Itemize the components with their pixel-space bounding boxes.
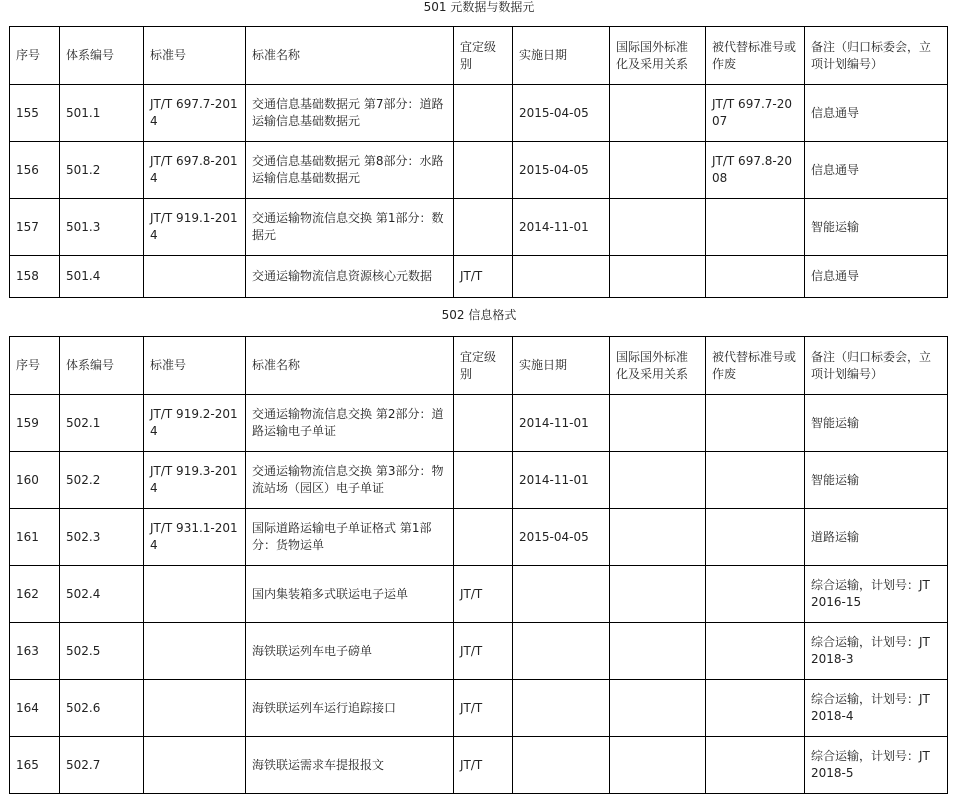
serial-cell: 165	[10, 737, 60, 794]
standards-table-501	[9, 26, 948, 298]
effective-date-cell	[513, 566, 610, 623]
column-header: 序号	[10, 337, 60, 395]
standard-name-cell: 海铁联运需求车提报报文	[246, 737, 454, 794]
international-relation-cell	[610, 395, 706, 452]
standard-number-cell: JT/T 919.1-2014	[144, 199, 246, 256]
replaced-standard-cell	[706, 509, 805, 566]
remarks-cell: 综合运输，计划号：JT 2018-4	[805, 680, 948, 737]
replaced-standard-cell	[706, 256, 805, 298]
international-relation-cell	[610, 566, 706, 623]
table-row	[10, 737, 948, 794]
effective-date-cell: 2014-11-01	[513, 199, 610, 256]
level-cell: JT/T	[454, 737, 513, 794]
system-code-cell: 502.4	[60, 566, 144, 623]
international-relation-cell	[610, 199, 706, 256]
remarks-cell: 道路运输	[805, 509, 948, 566]
table-row	[10, 85, 948, 142]
column-header: 备注（归口标委会，立项计划编号）	[805, 337, 948, 395]
column-header: 实施日期	[513, 27, 610, 85]
level-cell: JT/T	[454, 623, 513, 680]
standard-number-cell	[144, 623, 246, 680]
system-code-cell: 501.4	[60, 256, 144, 298]
column-header: 体系编号	[60, 27, 144, 85]
standard-name-cell: 交通运输物流信息资源核心元数据	[246, 256, 454, 298]
remarks-cell: 智能运输	[805, 199, 948, 256]
table-row	[10, 566, 948, 623]
serial-cell: 160	[10, 452, 60, 509]
remarks-cell: 综合运输，计划号：JT 2018-5	[805, 737, 948, 794]
serial-cell: 155	[10, 85, 60, 142]
standard-name-cell: 交通运输物流信息交换 第1部分：数据元	[246, 199, 454, 256]
standard-number-cell: JT/T 931.1-2014	[144, 509, 246, 566]
serial-cell: 157	[10, 199, 60, 256]
effective-date-cell	[513, 623, 610, 680]
serial-cell: 163	[10, 623, 60, 680]
level-cell: JT/T	[454, 256, 513, 298]
replaced-standard-cell: JT/T 697.8-2008	[706, 142, 805, 199]
system-code-cell: 502.5	[60, 623, 144, 680]
serial-cell: 164	[10, 680, 60, 737]
standard-name-cell: 交通信息基础数据元 第7部分：道路运输信息基础数据元	[246, 85, 454, 142]
header-row	[10, 337, 948, 395]
effective-date-cell: 2015-04-05	[513, 142, 610, 199]
column-header: 宜定级别	[454, 337, 513, 395]
effective-date-cell	[513, 680, 610, 737]
standard-name-cell: 国内集装箱多式联运电子运单	[246, 566, 454, 623]
serial-cell: 156	[10, 142, 60, 199]
column-header: 被代替标准号或作废	[706, 27, 805, 85]
remarks-cell: 智能运输	[805, 452, 948, 509]
table-row	[10, 199, 948, 256]
standard-name-cell: 海铁联运列车运行追踪接口	[246, 680, 454, 737]
standard-name-cell: 海铁联运列车电子磅单	[246, 623, 454, 680]
table-row	[10, 142, 948, 199]
remarks-cell: 信息通导	[805, 142, 948, 199]
standard-number-cell	[144, 256, 246, 298]
replaced-standard-cell	[706, 452, 805, 509]
international-relation-cell	[610, 452, 706, 509]
international-relation-cell	[610, 142, 706, 199]
level-cell	[454, 452, 513, 509]
remarks-cell: 综合运输，计划号：JT 2016-15	[805, 566, 948, 623]
standard-number-cell	[144, 737, 246, 794]
table-row	[10, 680, 948, 737]
effective-date-cell	[513, 737, 610, 794]
standards-table-502	[9, 336, 948, 794]
standard-number-cell: JT/T 697.8-2014	[144, 142, 246, 199]
system-code-cell: 502.1	[60, 395, 144, 452]
column-header: 被代替标准号或作废	[706, 337, 805, 395]
serial-cell: 158	[10, 256, 60, 298]
level-cell	[454, 395, 513, 452]
replaced-standard-cell	[706, 199, 805, 256]
system-code-cell: 502.3	[60, 509, 144, 566]
column-header: 国际国外标准化及采用关系	[610, 27, 706, 85]
section-title-502: 502 信息格式	[441, 308, 517, 322]
section-title-501: 501 元数据与数据元	[423, 0, 535, 14]
remarks-cell: 信息通导	[805, 85, 948, 142]
international-relation-cell	[610, 509, 706, 566]
system-code-cell: 502.7	[60, 737, 144, 794]
header-row	[10, 27, 948, 85]
level-cell	[454, 142, 513, 199]
system-code-cell: 501.3	[60, 199, 144, 256]
effective-date-cell: 2014-11-01	[513, 452, 610, 509]
international-relation-cell	[610, 256, 706, 298]
column-header: 标准号	[144, 27, 246, 85]
standard-number-cell: JT/T 919.3-2014	[144, 452, 246, 509]
system-code-cell: 501.2	[60, 142, 144, 199]
replaced-standard-cell	[706, 566, 805, 623]
column-header: 备注（归口标委会，立项计划编号）	[805, 27, 948, 85]
level-cell: JT/T	[454, 680, 513, 737]
effective-date-cell: 2015-04-05	[513, 509, 610, 566]
column-header: 标准名称	[246, 27, 454, 85]
level-cell	[454, 509, 513, 566]
international-relation-cell	[610, 737, 706, 794]
system-code-cell: 502.6	[60, 680, 144, 737]
standard-number-cell: JT/T 697.7-2014	[144, 85, 246, 142]
standard-name-cell: 交通运输物流信息交换 第3部分：物流站场（园区）电子单证	[246, 452, 454, 509]
remarks-cell: 智能运输	[805, 395, 948, 452]
standard-number-cell: JT/T 919.2-2014	[144, 395, 246, 452]
table-row	[10, 395, 948, 452]
level-cell	[454, 199, 513, 256]
replaced-standard-cell	[706, 623, 805, 680]
standard-name-cell: 国际道路运输电子单证格式 第1部分：货物运单	[246, 509, 454, 566]
effective-date-cell	[513, 256, 610, 298]
system-code-cell: 502.2	[60, 452, 144, 509]
international-relation-cell	[610, 623, 706, 680]
column-header: 实施日期	[513, 337, 610, 395]
column-header: 宜定级别	[454, 27, 513, 85]
column-header: 标准名称	[246, 337, 454, 395]
standard-number-cell	[144, 680, 246, 737]
replaced-standard-cell	[706, 680, 805, 737]
remarks-cell: 综合运输，计划号：JT 2018-3	[805, 623, 948, 680]
level-cell	[454, 85, 513, 142]
serial-cell: 159	[10, 395, 60, 452]
standard-number-cell	[144, 566, 246, 623]
column-header: 序号	[10, 27, 60, 85]
replaced-standard-cell	[706, 737, 805, 794]
level-cell: JT/T	[454, 566, 513, 623]
table-row	[10, 623, 948, 680]
effective-date-cell: 2014-11-01	[513, 395, 610, 452]
serial-cell: 162	[10, 566, 60, 623]
serial-cell: 161	[10, 509, 60, 566]
international-relation-cell	[610, 680, 706, 737]
remarks-cell: 信息通导	[805, 256, 948, 298]
system-code-cell: 501.1	[60, 85, 144, 142]
column-header: 体系编号	[60, 337, 144, 395]
table-row	[10, 452, 948, 509]
table-row	[10, 509, 948, 566]
replaced-standard-cell	[706, 395, 805, 452]
standard-name-cell: 交通运输物流信息交换 第2部分：道路运输电子单证	[246, 395, 454, 452]
international-relation-cell	[610, 85, 706, 142]
standard-name-cell: 交通信息基础数据元 第8部分：水路运输信息基础数据元	[246, 142, 454, 199]
column-header: 标准号	[144, 337, 246, 395]
column-header: 国际国外标准化及采用关系	[610, 337, 706, 395]
effective-date-cell: 2015-04-05	[513, 85, 610, 142]
replaced-standard-cell: JT/T 697.7-2007	[706, 85, 805, 142]
table-row	[10, 256, 948, 298]
